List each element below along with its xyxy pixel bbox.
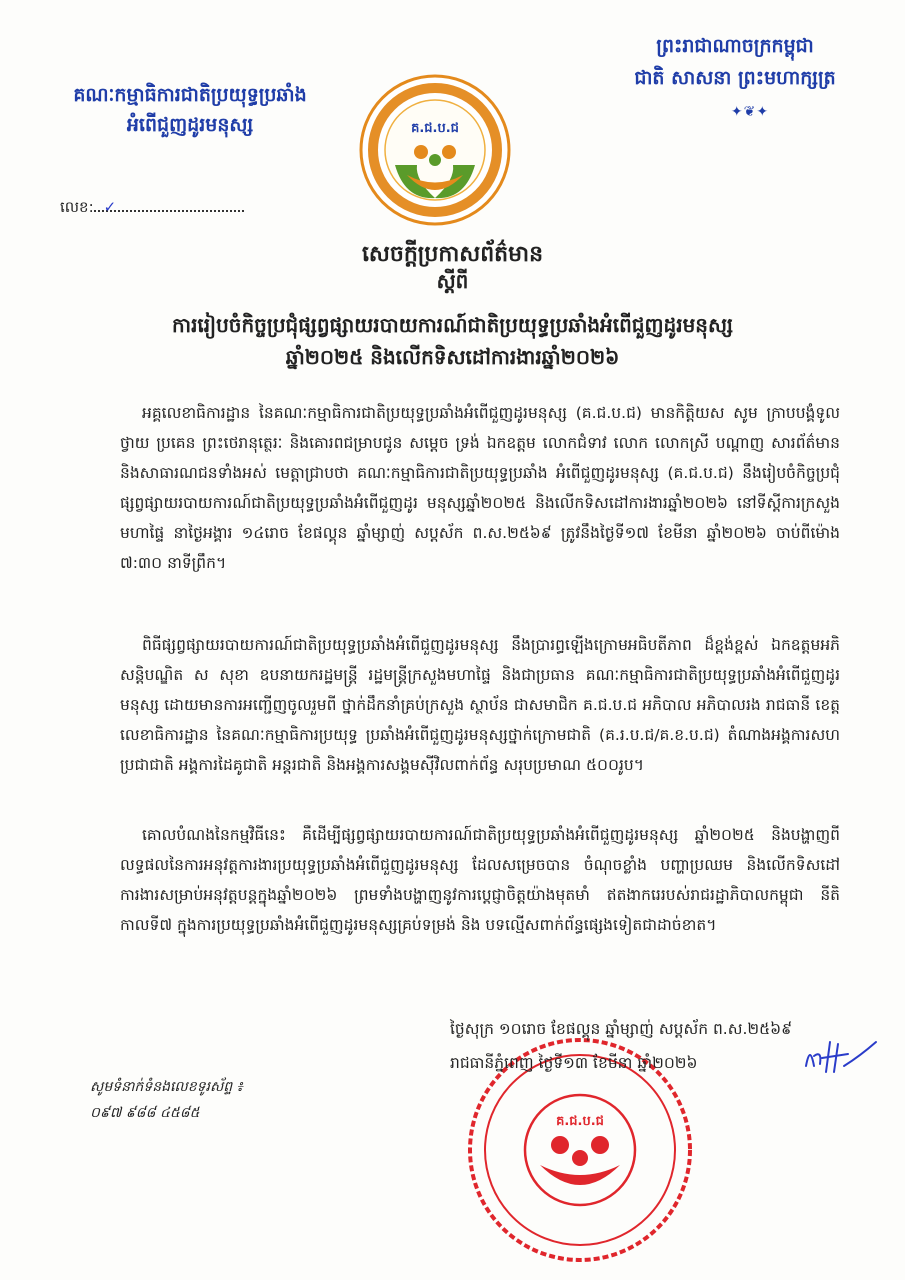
signature-initials (800, 1036, 880, 1076)
reference-label: លេខ: (60, 198, 94, 216)
contact-phone: ០៩៧ ៩៨៨ ៤៥៨៥ (90, 1105, 200, 1121)
reference-check-mark: ✓ (103, 198, 117, 216)
date-block (450, 1012, 860, 1080)
document-title-about: ស្ដីពី (436, 269, 469, 293)
document-subject-line2: ឆ្នាំ២០២៥ និងលើកទិសដៅការងារឆ្នាំ២០២៦ (285, 345, 620, 369)
organization-name-line1: គណៈកម្មាធិការជាតិប្រយុទ្ធប្រឆាំង (73, 84, 307, 106)
organization-name-line2: អំពើជួញដូរមនុស្ស (126, 114, 254, 136)
solar-date: រាជធានីភ្នំពេញ ថ្ងៃទី១៣ ខែមីនា ឆ្នាំ២០២៦ (450, 1054, 698, 1072)
document-subject-line1: ការរៀបចំកិច្ចប្រជុំផ្សព្វផ្សាយរបាយការណ៍ជាតិប្រយុទ្ធប្រឆាំងអំពើជួញដូរមនុស្ស (172, 313, 733, 337)
body-paragraph-3: គោលបំណងនៃកម្មវិធីនេះ គឺដើម្បីផ្សព្វផ្សាយរបាយការណ៍ជាតិប្រយុទ្ធប្រឆាំងអំពើជួញដូរមនុស្ស ឆ្នាំ២០២៥ និងបង្ហាញពីលទ្ធផលនៃការអនុវត្តការងារប្រយុទ្ធប្រឆាំងអំពើជួញដូរមនុស្ស ដែលសម្រេចបាន ចំណុចខ្លាំង បញ្ហាប្រឈម និងលើកទិសដៅការងារសម្រាប់អនុវត្តបន្តក្នុងឆ្នាំ២០២៦ ព្រមទាំងបង្ហាញនូវការប្ដេជ្ញាចិត្តយ៉ាងមុតមាំ ឥតងាករេរបស់រាជរដ្ឋាភិបាលកម្ពុជា នីតិកាលទី៧ ក្នុងការប្រយុទ្ធប្រឆាំងអំពើជួញដូរមនុស្សគ្រប់ទម្រង់ និង បទល្មើសពាក់ព័ន្ធផ្សេងទៀតជាដាច់ខាត។ (120, 826, 840, 934)
seal-center-text: គ.ជ.ប.ជ (556, 1114, 604, 1129)
ornament-divider: ✦❦✦ (730, 104, 770, 120)
reference-number (60, 196, 236, 220)
body-paragraph-1: អគ្គលេខាធិការដ្ឋាន នៃគណៈកម្មាធិការជាតិប្រយុទ្ធប្រឆាំងអំពើជួញដូរមនុស្ស (គ.ជ.ប.ជ) មានកិត្តិយស សូម ក្រាបបង្គំទូលថ្វាយ ប្រគេន ព្រះថេរានុត្ថេរៈ និងគោរពជម្រាបជូន សម្ដេច ទ្រង់ ឯកឧត្ដម លោកជំទាវ លោក លោកស្រី បណ្ដាញ សារព័ត៌មាន និងសាធារណជនទាំងអស់ មេត្តាជ្រាបថា គណៈកម្មាធិការជាតិប្រយុទ្ធប្រឆាំង អំពើជួញដូរមនុស្ស (គ.ជ.ប.ជ) នឹងរៀបចំកិច្ចប្រជុំផ្សព្វផ្សាយរបាយការណ៍ជាតិប្រយុទ្ធប្រឆាំងអំពើជួញដូរ មនុស្សឆ្នាំ២០២៥ និងលើកទិសដៅការងារឆ្នាំ២០២៦ នៅទីស្ដីការក្រសួងមហាផ្ទៃ នាថ្ងៃអង្គារ ១៤រោច ខែផល្គុន ឆ្នាំម្សាញ់ សប្តស័ក ព.ស.២៥៦៩ ត្រូវនឹងថ្ងៃទី១៧ ខែមីនា ឆ្នាំ២០២៦ ចាប់ពីម៉ោង ៧:៣០ នាទីព្រឹក។ (120, 404, 840, 572)
contact-info (90, 1074, 243, 1126)
issuing-organization (50, 80, 330, 140)
document-title: សេចក្ដីប្រកាសព័ត៌មាន (361, 242, 544, 267)
national-motto: ជាតិ សាសនា ព្រះមហាក្សត្រ (634, 67, 836, 89)
reference-dotted-line (94, 196, 244, 212)
body-paragraph-2: ពិធីផ្សព្វផ្សាយរបាយការណ៍ជាតិប្រយុទ្ធប្រឆាំងអំពើជួញដូរមនុស្ស នឹងប្រារព្ធឡើងក្រោមអធិបតីភាព ដ៏ខ្ពង់ខ្ពស់ ឯកឧត្ដមអភិសន្តិបណ្ឌិត ស សុខា ឧបនាយករដ្ឋមន្ត្រី រដ្ឋមន្ត្រីក្រសួងមហាផ្ទៃ និងជាប្រធាន គណៈកម្មាធិការជាតិប្រយុទ្ធប្រឆាំងអំពើជួញដូរមនុស្ស ដោយមានការអញ្ជើញចូលរួមពី ថ្នាក់ដឹកនាំគ្រប់ក្រសួង ស្ថាប័ន ជាសមាជិក គ.ជ.ប.ជ អភិបាល អភិបាលរង រាជធានី ខេត្ត លេខាធិការដ្ឋាន នៃគណៈកម្មាធិការប្រយុទ្ធ ប្រឆាំងអំពើជួញដូរមនុស្សថ្នាក់ក្រោមជាតិ (គ.រ.ប.ជ/គ.ខ.ប.ជ) តំណាងអង្គការសហប្រជាជាតិ អង្គការដៃគូជាតិ អន្តរជាតិ និងអង្គការសង្គមស៊ីវិលពាក់ព័ន្ធ សរុបប្រមាណ ៥០០រូប។ (120, 636, 840, 774)
kingdom-name: ព្រះរាជាណាចក្រកម្ពុជា (656, 35, 814, 57)
contact-label: សូមទំនាក់ទំនងលេខទូរស័ព្ទ ៖ (90, 1079, 243, 1095)
lunar-date: ថ្ងៃសុក្រ ១០រោច ខែផល្គុន ឆ្នាំម្សាញ់ សប្តស័ក ព.ស.២៥៦៩ (450, 1020, 793, 1038)
nccht-logo (355, 70, 515, 230)
logo-center-text: គ.ជ.ប.ជ (411, 121, 459, 136)
kingdom-motto (605, 30, 865, 94)
